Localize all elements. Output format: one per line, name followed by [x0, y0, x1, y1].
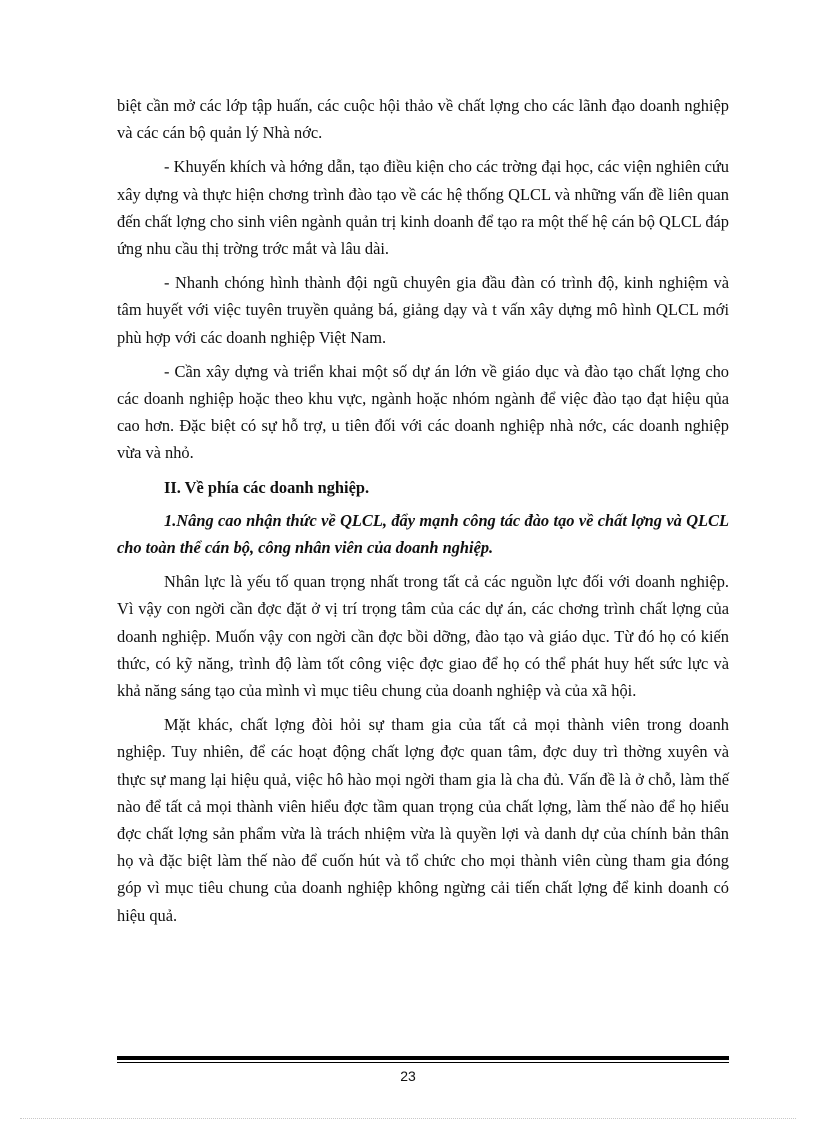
document-page [117, 92, 729, 936]
paragraph-training-encouragement: - Khuyến khích và hớng dẫn, tạo điều kiện cho các trờng đại học, các viện nghiên cứu xây dựng và thực hiện chơng trình đào tạo về các hệ thống QLCL và những vấn đề liên quan đến chất lợng cho sinh viên ngành quản trị kinh doanh để tạo ra một thế hệ cán bộ QLCL đáp ứng nhu cầu thị trờng trớc mắt và lâu dài. [117, 157, 729, 259]
page-number: 23 [400, 1068, 416, 1084]
paragraph-education-projects: - Cần xây dựng và triển khai một số dự án lớn về giáo dục và đào tạo chất lợng cho các doanh nghiệp hoặc theo khu vực, ngành hoặc nhóm ngành để việc đào tạo đạt hiệu qủa cao hơn. Đặc biệt có sự hỗ trợ, u tiên đối với các doanh nghiệp nhà nớc, các doanh nghiệp vừa và nhỏ. [117, 361, 729, 463]
paragraph-human-resources: Nhân lực là yếu tố quan trọng nhất trong tất cả các nguồn lực đối với doanh nghiệp. Vì vậy con ngời cần đợc đặt ở vị trí trọng tâm của các dự án, các chơng trình chất lợng của doanh nghiệp. Muốn vậy con ngời cần đợc bồi dỡng, đào tạo và giáo dục. Từ đó họ có kiến thức, có kỹ năng, trình độ làm tốt công việc đợc giao để họ có thể phát huy hết sức lực và khả năng sáng tạo của mình vì mục tiêu chung của doanh nghiệp và của xã hội. [117, 572, 729, 701]
subsection-heading: 1.Nâng cao nhận thức về QLCL, đẩy mạnh công tác đào tạo về chất lợng và QLCL cho toàn thể cán bộ, công nhân viên của doanh nghiệp. [117, 510, 729, 558]
section-heading: II. Về phía các doanh nghiệp. [164, 477, 370, 497]
footer-rule-thick [117, 1056, 729, 1060]
paragraph-quality-participation: Mặt khác, chất lợng đòi hỏi sự tham gia của tất cả mọi thành viên trong doanh nghiệp. Tuy nhiên, để các hoạt động chất lợng đợc quan tâm, đợc duy trì thờng xuyên và thực sự mang lại hiệu quả, việc hô hào mọi ngời tham gia là cha đủ. Vấn đề là ở chỗ, làm thế nào để tất cả mọi thành viên hiểu đợc tầm quan trọng của chất lợng, làm thế nào để họ hiểu đợc chất lợng sản phẩm vừa là trách nhiệm vừa là quyền lợi và danh dự của chính bản thân họ và đặc biệt làm thế nào để cuốn hút và tổ chức cho mọi thành viên cùng tham gia đóng góp vì mục tiêu chung của doanh nghiệp không ngừng cải tiến chất lợng để kinh doanh có hiệu quả. [117, 715, 729, 925]
paragraph-continuation: biệt cần mở các lớp tập huấn, các cuộc hội thảo về chất lợng cho các lãnh đạo doanh nghiệp và các cán bộ quản lý Nhà nớc. [117, 96, 729, 143]
paragraph-expert-team: - Nhanh chóng hình thành đội ngũ chuyên gia đầu đàn có trình độ, kinh nghiệm và tâm huyết với việc tuyên truyền quảng bá, giảng dạy và t vấn xây dựng mô hình QLCL mới phù hợp với các doanh nghiệp Việt Nam. [117, 273, 729, 347]
page-edge-divider [20, 1118, 796, 1119]
footer-rule-thin [117, 1062, 729, 1063]
